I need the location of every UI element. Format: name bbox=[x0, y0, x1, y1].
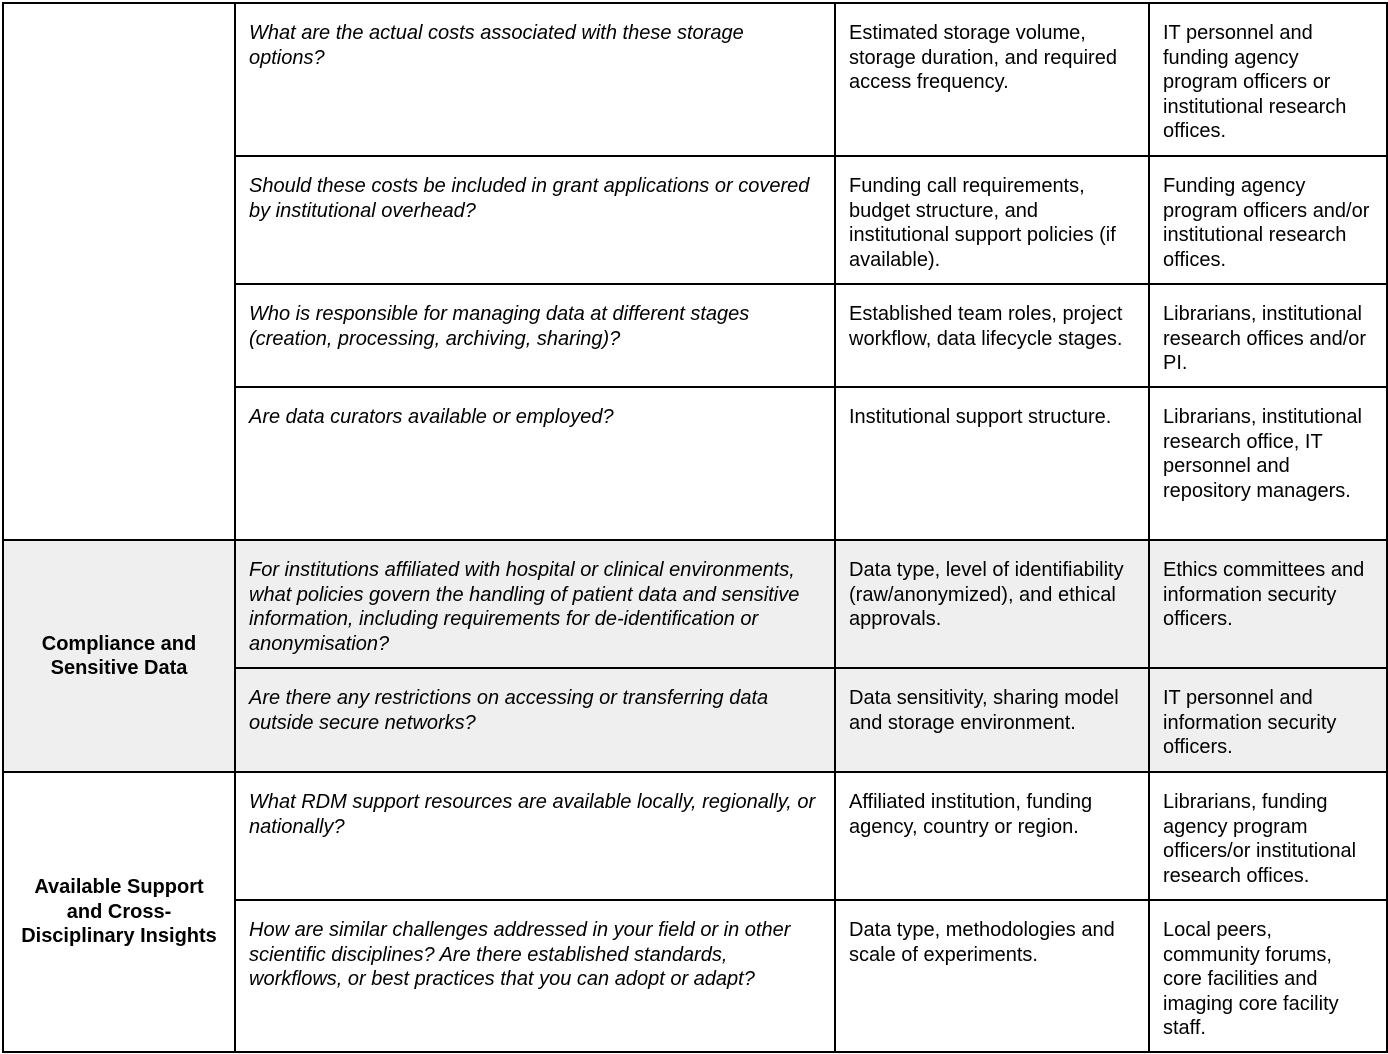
question-cell: Who is responsible for managing data at different stages (creation, processing, archiving, sharing)? bbox=[235, 284, 835, 387]
table-row bbox=[3, 772, 1387, 900]
who-to-ask-cell: Funding agency program officers and/or institutional research offices. bbox=[1149, 156, 1387, 284]
question-cell: Are data curators available or employed? bbox=[235, 387, 835, 540]
category-cell: Compliance and Sensitive Data bbox=[3, 540, 235, 772]
information-needed-cell: Data sensitivity, sharing model and storage environment. bbox=[835, 668, 1149, 772]
information-needed-cell: Data type, level of identifiability (raw/anonymized), and ethical approvals. bbox=[835, 540, 1149, 668]
question-cell: Should these costs be included in grant applications or covered by institutional overhead? bbox=[235, 156, 835, 284]
question-cell: For institutions affiliated with hospital or clinical environments, what policies govern the handling of patient data and sensitive information, including requirements for de-identification or anonymisation? bbox=[235, 540, 835, 668]
who-to-ask-cell: Librarians, funding agency program officers/or institutional research offices. bbox=[1149, 772, 1387, 900]
rdm-planning-table bbox=[2, 2, 1388, 1053]
question-cell: What RDM support resources are available locally, regionally, or nationally? bbox=[235, 772, 835, 900]
question-cell: How are similar challenges addressed in your field or in other scientific disciplines? Are there established standards, workflows, or best practices that you can adopt or adapt? bbox=[235, 900, 835, 1052]
category-cell: Available Support and Cross-Disciplinary Insights bbox=[3, 772, 235, 1052]
who-to-ask-cell: Librarians, institutional research offices and/or PI. bbox=[1149, 284, 1387, 387]
who-to-ask-cell: IT personnel and funding agency program officers or institutional research offices. bbox=[1149, 3, 1387, 156]
question-cell: Are there any restrictions on accessing or transferring data outside secure networks? bbox=[235, 668, 835, 772]
question-cell: What are the actual costs associated with these storage options? bbox=[235, 3, 835, 156]
table-row bbox=[3, 3, 1387, 156]
information-needed-cell: Affiliated institution, funding agency, country or region. bbox=[835, 772, 1149, 900]
information-needed-cell: Established team roles, project workflow, data lifecycle stages. bbox=[835, 284, 1149, 387]
information-needed-cell: Institutional support structure. bbox=[835, 387, 1149, 540]
who-to-ask-cell: IT personnel and information security officers. bbox=[1149, 668, 1387, 772]
information-needed-cell: Estimated storage volume, storage duration, and required access frequency. bbox=[835, 3, 1149, 156]
category-cell bbox=[3, 3, 235, 540]
information-needed-cell: Funding call requirements, budget structure, and institutional support policies (if available). bbox=[835, 156, 1149, 284]
who-to-ask-cell: Local peers, community forums, core facilities and imaging core facility staff. bbox=[1149, 900, 1387, 1052]
table-row bbox=[3, 540, 1387, 668]
who-to-ask-cell: Librarians, institutional research office, IT personnel and repository managers. bbox=[1149, 387, 1387, 540]
who-to-ask-cell: Ethics committees and information security officers. bbox=[1149, 540, 1387, 668]
information-needed-cell: Data type, methodologies and scale of experiments. bbox=[835, 900, 1149, 1052]
